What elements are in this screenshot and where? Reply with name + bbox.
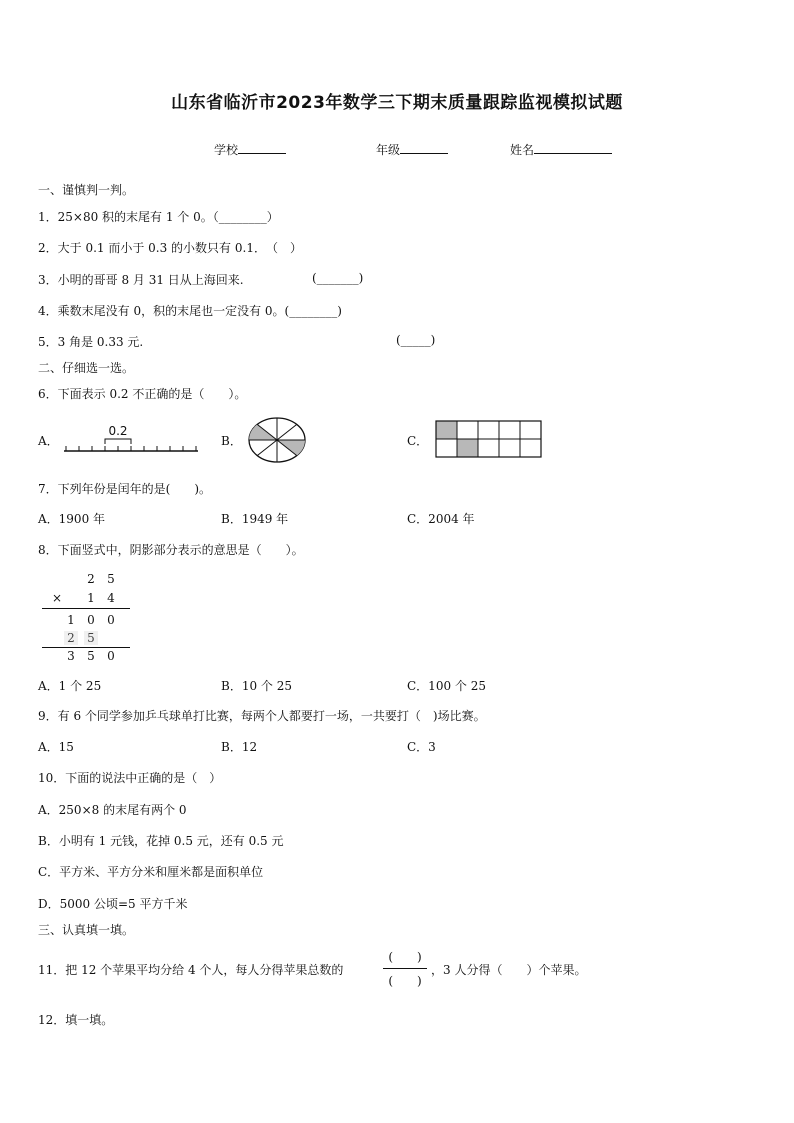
section-3-heading: 三、认真填一填。 <box>38 923 135 937</box>
q7-option-c: C．2004 年 <box>407 512 475 526</box>
calc-digit: 5 <box>107 572 115 586</box>
calc-digit: 1 <box>67 613 75 627</box>
section-1-heading: 一、谨慎判一判。 <box>38 183 135 197</box>
question-3: 3．小明的哥哥 8 月 31 日从上海回来. <box>38 273 244 287</box>
question-12: 12．填一填。 <box>38 1013 114 1027</box>
times-sign: × <box>51 591 63 605</box>
question-7: 7．下列年份是闰年的是( )。 <box>38 482 211 496</box>
circle-dividers <box>249 418 305 462</box>
q7-option-a: A．1900 年 <box>38 512 106 526</box>
question-8: 8．下面竖式中，阴影部分表示的意思是（ ）。 <box>38 543 304 557</box>
question-1: 1．25×80 积的末尾有 1 个 0。（________） <box>38 210 279 224</box>
school-blank[interactable] <box>238 141 286 154</box>
circle-fraction-figure <box>247 416 307 464</box>
q9-option-c: C．3 <box>407 740 436 754</box>
q9-option-b: B．12 <box>221 740 258 754</box>
question-9: 9．有 6 个同学参加乒乓球单打比赛，每两个人都要打一场，一共要打（ )场比赛。 <box>38 709 486 723</box>
q8-option-b: B．10 个 25 <box>221 679 292 693</box>
q9-option-a: A．15 <box>38 740 74 754</box>
question-6: 6．下面表示 0.2 不正确的是（ ）。 <box>38 387 247 401</box>
question-5-answer: (_____) <box>396 333 436 347</box>
number-line-brace <box>105 439 131 444</box>
question-3-answer: (_______) <box>312 271 364 285</box>
question-2: 2．大于 0.1 而小于 0.3 的小数只有 0.1． （ ） <box>38 241 302 255</box>
number-line-label: 0.2 <box>108 424 128 438</box>
calc-digit: 0 <box>87 613 95 627</box>
grade-field <box>376 141 448 158</box>
calc-digit: 1 <box>87 591 95 605</box>
name-field <box>510 141 612 158</box>
calc-rule-1 <box>42 608 130 609</box>
school-label: 学校 <box>214 143 239 157</box>
q6-option-b-label: B． <box>221 434 242 448</box>
q8-option-c: C．100 个 25 <box>407 679 486 693</box>
question-11-text-after: ，3 人分得（ ）个苹果。 <box>431 963 587 977</box>
grade-label: 年级 <box>376 143 401 157</box>
fraction-blank[interactable] <box>381 946 429 992</box>
calc-shaded-digit: 2 <box>64 631 78 645</box>
q6-option-a-label: A． <box>38 434 59 448</box>
calc-digit: 0 <box>107 613 115 627</box>
q6-option-c-label: C． <box>407 434 429 448</box>
page-title: 山东省临沂市2023年数学三下期末质量跟踪监视模拟试题 <box>171 93 623 113</box>
fraction-numerator: ( ) <box>388 950 422 964</box>
number-line-figure <box>62 420 200 456</box>
q7-option-b: B．1949 年 <box>221 512 289 526</box>
grid-shaded-cell-1 <box>436 421 457 439</box>
question-11-text: 11．把 12 个苹果平均分给 4 个人，每人分得苹果总数的 <box>38 963 344 977</box>
question-4: 4．乘数末尾没有 0，积的末尾也一定没有 0。(________) <box>38 304 342 318</box>
q10-option-a: A．250×8 的末尾有两个 0 <box>38 803 187 817</box>
vertical-multiplication <box>40 572 132 664</box>
q10-option-d: D．5000 公顷=5 平方千米 <box>38 897 188 911</box>
calc-digit: 3 <box>67 649 75 663</box>
grade-blank[interactable] <box>400 141 448 154</box>
q10-option-b: B．小明有 1 元钱，花掉 0.5 元，还有 0.5 元 <box>38 834 284 848</box>
calc-digit: 0 <box>107 649 115 663</box>
question-5: 5．3 角是 0.33 元. <box>38 335 144 349</box>
school-field <box>214 141 286 158</box>
section-2-heading: 二、仔细选一选。 <box>38 361 135 375</box>
calc-digit: 5 <box>87 649 95 663</box>
fraction-bar <box>383 968 427 969</box>
q10-option-c: C．平方米、平方分米和厘米都是面积单位 <box>38 865 264 879</box>
calc-digit: 2 <box>87 572 95 586</box>
fraction-denominator: ( ) <box>388 974 422 988</box>
q8-option-a: A．1 个 25 <box>38 679 102 693</box>
question-10: 10．下面的说法中正确的是（ ） <box>38 771 222 785</box>
name-blank[interactable] <box>534 141 612 154</box>
grid-shaded-cell-2 <box>457 439 478 457</box>
grid-fraction-figure <box>434 420 544 460</box>
calc-rule-2 <box>42 647 130 648</box>
calc-digit: 4 <box>107 591 115 605</box>
name-label: 姓名 <box>510 143 535 157</box>
calc-shaded-digit: 5 <box>84 631 98 645</box>
